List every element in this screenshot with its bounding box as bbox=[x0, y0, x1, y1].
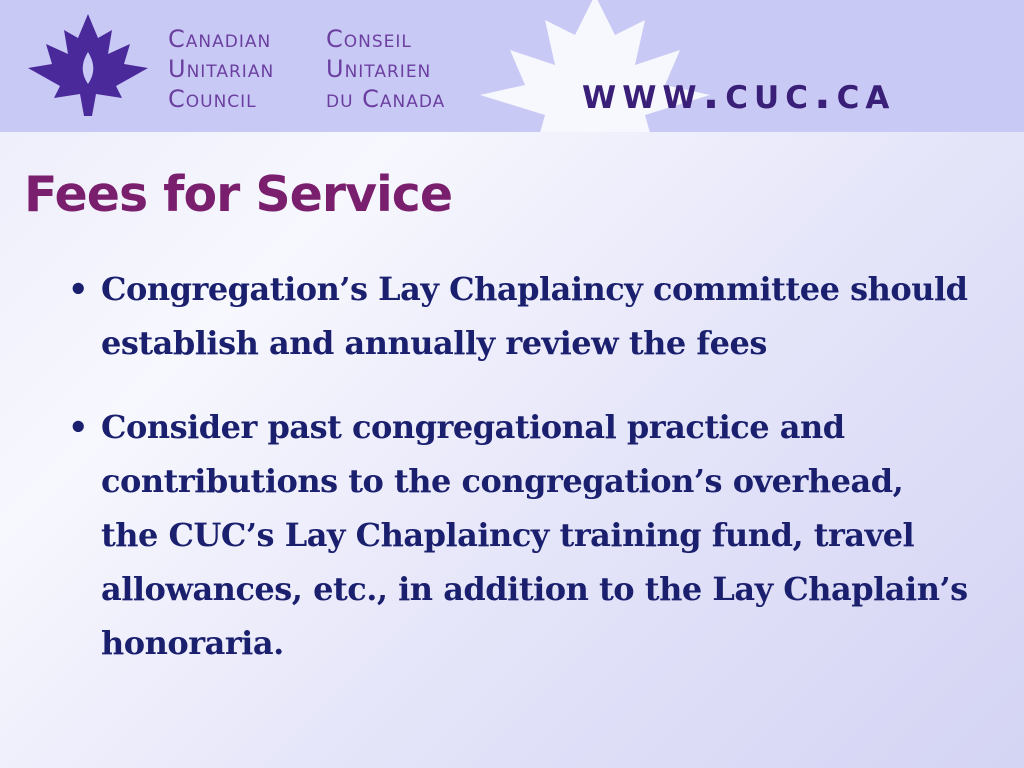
bullet-marker: • bbox=[68, 270, 88, 308]
bullet-item bbox=[68, 400, 968, 670]
slide-title: Fees for Service bbox=[24, 166, 453, 223]
org-name-en-line: Unitarian bbox=[168, 55, 275, 83]
bullet-item bbox=[68, 262, 968, 370]
org-name-english bbox=[168, 24, 274, 114]
org-name-french bbox=[326, 24, 445, 114]
org-name-fr-line: du Canada bbox=[326, 85, 446, 113]
bullet-text: Consider past congregational practice and contributions to the congregation’s overhead, the CUC’s Lay Chaplaincy training fund, travel allowances, etc., in addition to the Lay Chaplain’s honoraria. bbox=[101, 408, 968, 662]
org-name-en-line: Canadian bbox=[168, 25, 272, 53]
bullet-marker: • bbox=[68, 408, 88, 446]
org-name-fr-line: Unitarien bbox=[326, 55, 432, 83]
maple-leaf-icon bbox=[26, 12, 150, 116]
website-address: www.cuc.ca bbox=[582, 68, 896, 119]
header-banner bbox=[0, 0, 1024, 132]
org-name-en-line: Council bbox=[168, 85, 257, 113]
bullet-list bbox=[68, 262, 968, 700]
bullet-text: Congregation’s Lay Chaplaincy committee should establish and annually review the fees bbox=[101, 270, 968, 362]
org-name-fr-line: Conseil bbox=[326, 25, 412, 53]
